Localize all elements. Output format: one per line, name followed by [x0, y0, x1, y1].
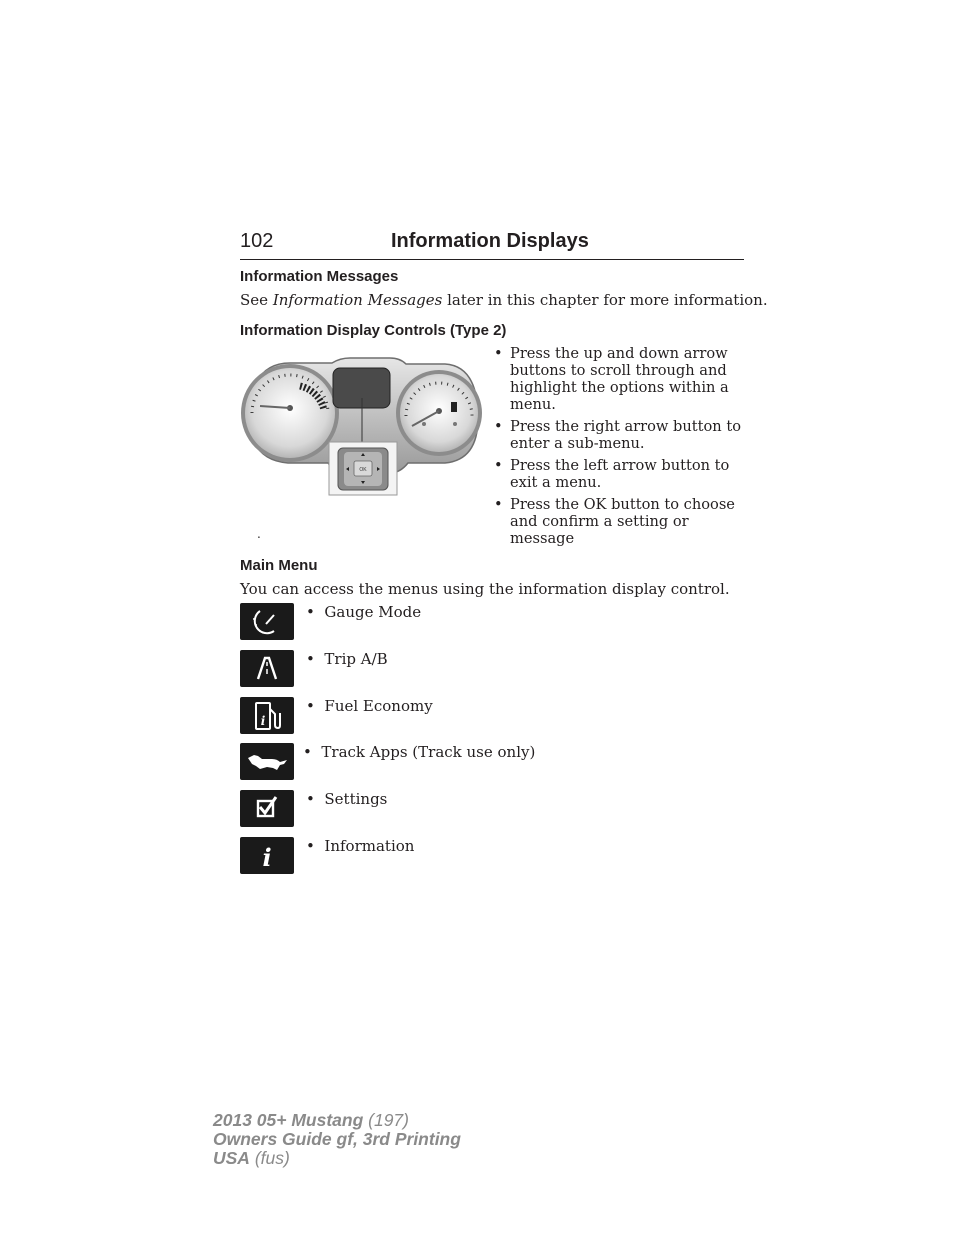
menu-item-label: Information — [324, 837, 415, 855]
menu-item-label: Track Apps (Track use only) — [321, 743, 536, 761]
menu-item-label: Fuel Economy — [324, 697, 433, 715]
list-item: • Press the left arrow button to exit a menu. — [494, 457, 730, 491]
fuel-pump-icon — [240, 697, 294, 734]
menu-item-label: Gauge Mode — [324, 603, 422, 621]
menu-item-track-apps: • Track Apps (Track use only) — [240, 743, 640, 781]
menu-item-gauge-mode: • Gauge Mode — [240, 603, 640, 641]
menu-item-label: Settings — [324, 790, 388, 808]
checkbox-icon — [240, 790, 294, 827]
menu-item-label: Trip A/B — [324, 650, 388, 668]
information-messages-ref: Information Messages — [272, 291, 443, 309]
list-item: • Press the OK button to choose and confirm a setting or message — [494, 496, 735, 547]
heading-information-messages: Information Messages — [240, 268, 399, 285]
speedometer-dial — [241, 364, 339, 462]
info-icon — [240, 837, 294, 874]
document-footer: 2013 05+ Mustang (197) Owners Guide gf, 3rd Printing USA (fus) — [213, 1110, 461, 1168]
chapter-title: Information Displays — [391, 230, 589, 252]
gauge-icon — [240, 603, 294, 640]
stray-mark: . — [257, 527, 261, 541]
list-item: • Press the right arrow button to enter a sub-menu. — [494, 418, 741, 452]
header-rule — [240, 259, 744, 260]
page-number: 102 — [240, 230, 274, 252]
mustang-horse-icon — [240, 743, 294, 780]
control-pad — [338, 448, 388, 490]
main-menu-intro: You can access the menus using the information display control. — [240, 580, 730, 598]
menu-item-fuel-economy: i • Fuel Economy — [240, 697, 640, 735]
list-item: • Press the up and down arrow buttons to scroll through and highlight the options within a menu. — [494, 345, 729, 413]
heading-display-controls: Information Display Controls (Type 2) — [240, 322, 507, 339]
heading-main-menu: Main Menu — [240, 557, 318, 574]
menu-item-trip: • Trip A/B — [240, 650, 640, 688]
svg-text:i: i — [262, 843, 272, 872]
road-icon — [240, 650, 294, 687]
svg-text:i: i — [260, 714, 266, 728]
menu-item-information: i • Information — [240, 837, 640, 875]
controls-bullet-list — [494, 345, 744, 552]
instrument-cluster-figure — [240, 338, 490, 500]
information-messages-text: See Information Messages later in this chapter for more information. — [240, 291, 768, 309]
menu-item-settings: • Settings — [240, 790, 640, 828]
tachometer-dial — [396, 370, 482, 456]
ok-button-label: OK — [359, 467, 367, 473]
